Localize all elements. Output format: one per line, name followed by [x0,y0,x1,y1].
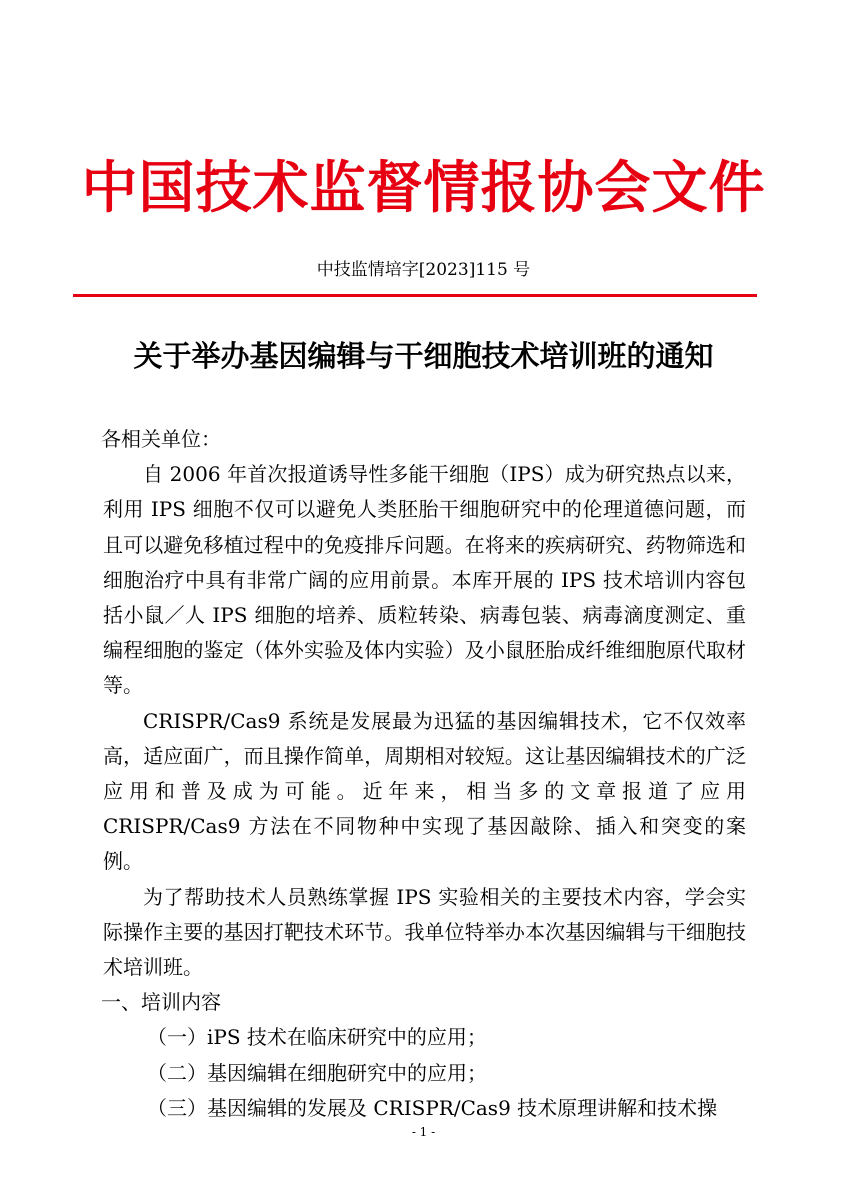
notice-title: 关于举办基因编辑与干细胞技术培训班的通知 [133,339,714,373]
body-paragraph: 为了帮助技术人员熟练掌握 IPS 实验相关的主要技术内容，学会实际操作主要的基因打靶技术环节。我单位特举办本次基因编辑与干细胞技术培训班。 [103,884,746,980]
document-body [103,422,746,1126]
salutation: 各相关单位： [101,427,221,451]
page-number: - 1 - [411,1125,436,1139]
body-paragraph: CRISPR/Cas9 系统是发展最为迅猛的基因编辑技术，它不仅效率高，适应面广，而且操作简单，周期相对较短。这让基因编辑技术的广泛应用和普及成为可能。近年来，相当多的文章报道了应用 CRISPR/Cas9 方法在不同物种中实现了基因敲除、插入和突变的案例。 [103,708,746,874]
body-paragraph: 自 2006 年首次报道诱导性多能干细胞（IPS）成为研究热点以来，利用 IPS 细胞不仅可以避免人类胚胎干细胞研究中的伦理道德问题，而且可以避免移植过程中的免疫排斥问题。在将来的疾病研究、药物筛选和细胞治疗中具有非常广阔的应用前景。本库开展的 IPS 技术培训内容包括小鼠／人 IPS 细胞的培养、质粒转染、病毒包装、病毒滴度测定、重编程细胞的鉴定（体外实验及体内实验）及小鼠胚胎成纤维细胞原代取材等。 [103,462,746,698]
section-heading: 一、培训内容 [101,990,221,1015]
document-number: 中技监情培字[2023]115 号 [316,260,531,280]
list-item: （二）基因编辑在细胞研究中的应用； [147,1060,487,1085]
list-item: （三）基因编辑的发展及 CRISPR/Cas9 技术原理讲解和技术操 [147,1095,718,1120]
list-item: （一）iPS 技术在临床研究中的应用； [147,1025,487,1050]
header-red-rule [73,294,757,297]
org-document-header: 中国技术监督情报协会文件 [81,155,766,221]
